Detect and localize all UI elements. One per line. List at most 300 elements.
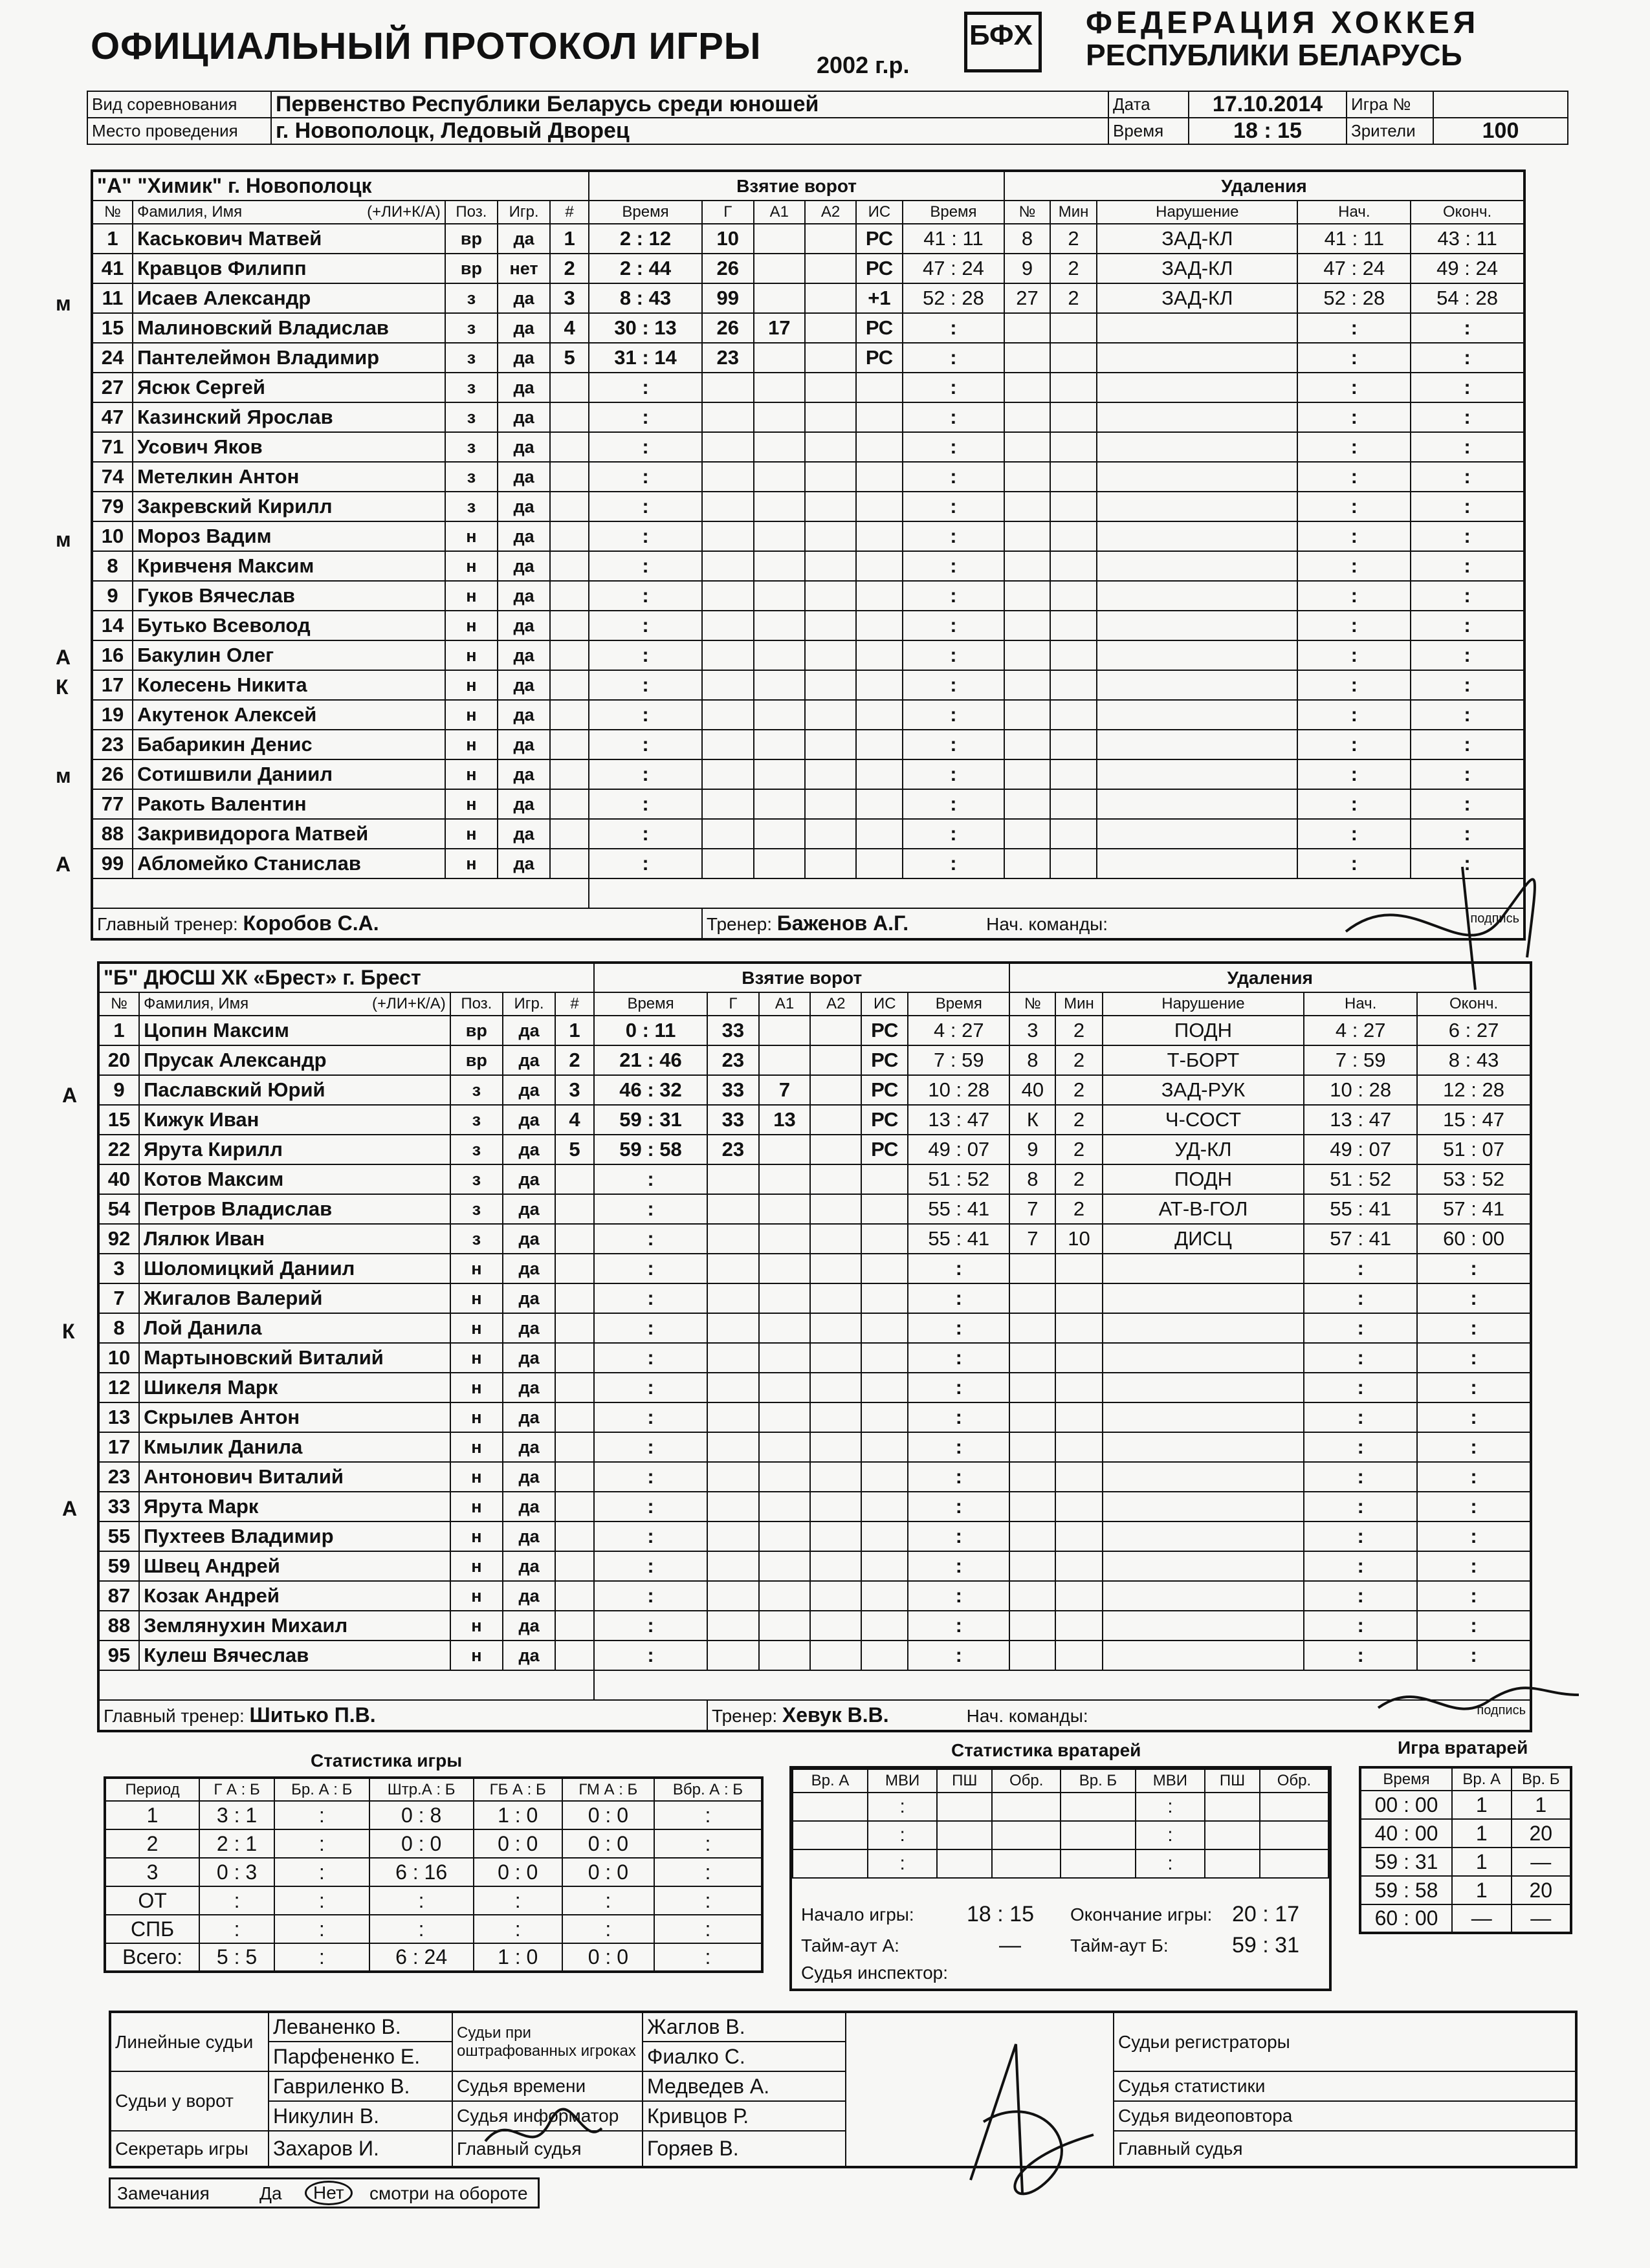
team_b-col-pos-3: Поз. [450, 992, 503, 1016]
penalty-cell: 9 [1009, 1135, 1055, 1164]
player-number: 9 [92, 581, 133, 611]
team_a-penalties-title: Удаления [1004, 171, 1524, 201]
penalty-cell-empty [1009, 1343, 1055, 1373]
penalty-cell-empty: : [1297, 640, 1411, 670]
goal-cell-empty: : [594, 1254, 707, 1283]
player-position: з [450, 1075, 503, 1105]
goal-cell-empty [856, 402, 903, 432]
signature-chief [945, 2038, 1113, 2206]
role-marker: А [56, 852, 71, 876]
penalty-cell-empty: : [1411, 492, 1524, 521]
goal-cell: 10 [702, 224, 754, 254]
team_a-col-no-0: № [92, 201, 133, 224]
goal-cell-empty [810, 1581, 861, 1611]
goal-cell-empty [707, 1611, 759, 1641]
penalty-cell-empty [1055, 1581, 1102, 1611]
player-number: 95 [98, 1641, 139, 1670]
team_b-col-name-text: Фамилия, Имя [144, 995, 249, 1012]
goal-cell-empty [702, 551, 754, 581]
penalty-cell-empty [1103, 1283, 1304, 1313]
goal-cell-empty [702, 373, 754, 402]
goal-cell-empty [550, 730, 589, 759]
goal-cell-empty: : [589, 373, 702, 402]
goal-cell-empty [550, 700, 589, 730]
goal-cell-empty [550, 819, 589, 849]
goal-cell [759, 1016, 811, 1045]
logo-text: БФХ [969, 19, 1033, 51]
goal-cell-empty [856, 759, 903, 789]
goal-cell-empty: : [594, 1432, 707, 1462]
player-number: 9 [98, 1075, 139, 1105]
line-judge-2: Парфененко Е. [269, 2042, 452, 2071]
penalty-cell: 43 : 11 [1411, 224, 1524, 254]
goalie-stat-cell [937, 1849, 992, 1878]
line-judges-label: Линейные судьи [110, 2012, 269, 2071]
player-name: Акутенок Алексей [133, 700, 445, 730]
goal-cell-empty [550, 759, 589, 789]
goal-cell-empty [550, 521, 589, 551]
penalty-cell: 2 [1055, 1135, 1102, 1164]
player-name: Гуков Вячеслав [133, 581, 445, 611]
goal-cell-empty [550, 551, 589, 581]
stat-cell: 00 : 00 [1360, 1791, 1452, 1819]
penalty-cell-empty [1097, 640, 1297, 670]
penalty-cell-empty [1055, 1462, 1102, 1492]
penalty-cell: 53 : 52 [1417, 1164, 1531, 1194]
goalie-stat-cell [1205, 1821, 1260, 1849]
goal-cell-empty [810, 1641, 861, 1670]
player-position: н [450, 1462, 503, 1492]
goal-cell-empty [861, 1462, 908, 1492]
goal-cell: 59 : 31 [594, 1105, 707, 1135]
penalty-cell-empty: : [1411, 611, 1524, 640]
penalty-cell: 47 : 24 [1297, 254, 1411, 283]
player-number: 22 [98, 1135, 139, 1164]
goal-cell [759, 1045, 811, 1075]
penalty-cell: 15 : 47 [1417, 1105, 1531, 1135]
goal-cell-empty: : [594, 1402, 707, 1432]
stat-cell: 1 [1452, 1876, 1512, 1904]
player-name: Бакулин Олег [133, 640, 445, 670]
goalie-stats-box [789, 1766, 1332, 1991]
col-header: ПШ [1205, 1769, 1260, 1793]
goal-cell-empty [856, 640, 903, 670]
team_a-team-name: "А" "Химик" г. Новополоцк [92, 171, 589, 201]
remarks-note: смотри на обороте [369, 2183, 528, 2203]
signature-a [1333, 841, 1566, 996]
stat-cell: Всего: [105, 1943, 199, 1972]
player-row [92, 819, 1524, 849]
penalty-cell-empty [1004, 521, 1050, 551]
player-row [92, 730, 1524, 759]
stat-cell: 20 [1512, 1819, 1571, 1848]
secretary-value: Захаров И. [269, 2131, 452, 2167]
team_b-col-li: (+ЛИ+К/А) [372, 995, 446, 1012]
stat-cell: : [274, 1915, 369, 1943]
goal-cell [805, 254, 856, 283]
goal-cell-empty [702, 492, 754, 521]
penalty-cell-empty [1009, 1611, 1055, 1641]
goal-cell-empty [810, 1611, 861, 1641]
penalty-cell-empty [1050, 343, 1097, 373]
goal-cell-empty: : [589, 551, 702, 581]
goal-cell-empty [754, 849, 806, 878]
penalty-cell-empty [1103, 1343, 1304, 1373]
goal-cell: РС [856, 224, 903, 254]
stat-cell: : [274, 1943, 369, 1972]
goal-cell-empty [856, 730, 903, 759]
penalty-cell-empty [1009, 1313, 1055, 1343]
penalty-cell-empty [1103, 1373, 1304, 1402]
goal-cell-empty [707, 1402, 759, 1432]
player-name: Бутько Всеволод [133, 611, 445, 640]
goal-cell [754, 254, 806, 283]
player-number: 99 [92, 849, 133, 878]
goal-cell: 33 [707, 1016, 759, 1045]
goal-cell-empty [861, 1432, 908, 1462]
penalty-cell: 57 : 41 [1417, 1194, 1531, 1224]
col-header: Бр. А : Б [274, 1778, 369, 1801]
col-header: Время [1360, 1767, 1452, 1791]
penalty-cell-empty: : [1304, 1283, 1417, 1313]
penalty-cell-empty [1050, 462, 1097, 492]
player-number: 59 [98, 1551, 139, 1581]
player-row [98, 1194, 1531, 1224]
goal-cell-empty [759, 1521, 811, 1551]
goal-cell-empty [550, 581, 589, 611]
goal-cell-empty: : [589, 492, 702, 521]
player-position: н [445, 581, 498, 611]
player-number: 27 [92, 373, 133, 402]
goal-cell-empty [805, 521, 856, 551]
goal-cell-empty [810, 1194, 861, 1224]
goal-cell-empty [759, 1283, 811, 1313]
player-row [98, 1254, 1531, 1283]
goal-cell-empty [759, 1581, 811, 1611]
penalty-cell-empty [1103, 1402, 1304, 1432]
goal-cell-empty [555, 1521, 594, 1551]
penalty-cell-empty [1009, 1492, 1055, 1521]
penalty-cell-empty: : [1297, 789, 1411, 819]
player-position: з [445, 492, 498, 521]
timeout-b-label: Тайм-аут Б: [1070, 1935, 1169, 1956]
stat-cell: 1 [1452, 1791, 1512, 1819]
penalty-cell-empty [1103, 1611, 1304, 1641]
player-number: 10 [92, 521, 133, 551]
goal-cell: 59 : 58 [594, 1135, 707, 1164]
head-coach-label: Главный тренер: [104, 1706, 245, 1726]
player-played: да [503, 1641, 555, 1670]
player-number: 20 [98, 1045, 139, 1075]
goalie-stat-cell [1061, 1821, 1136, 1849]
penalty-cell: 7 [1009, 1194, 1055, 1224]
goal-cell-empty [759, 1492, 811, 1521]
goalie-stat-cell [1260, 1793, 1328, 1821]
penalty-cell-empty: : [908, 1611, 1009, 1641]
goal-cell-empty [702, 462, 754, 492]
goal-cell-empty [856, 670, 903, 700]
player-number: 26 [92, 759, 133, 789]
team-chief-label: Нач. команды: [986, 914, 1108, 934]
main-judge-label: Главный судья [1114, 2131, 1576, 2167]
goal-cell-empty [805, 640, 856, 670]
goal-cell-empty: : [589, 521, 702, 551]
goal-cell-empty: : [594, 1462, 707, 1492]
stat-cell: 20 [1512, 1876, 1571, 1904]
player-number: 87 [98, 1581, 139, 1611]
penalty-cell-empty [1050, 521, 1097, 551]
penalty-cell-empty: : [1297, 551, 1411, 581]
goal-cell-empty [861, 1194, 908, 1224]
penalty-cell-empty: : [1297, 730, 1411, 759]
federation-name-1: ФЕДЕРАЦИЯ ХОККЕЯ [1086, 6, 1480, 40]
goal-cell-empty [702, 640, 754, 670]
player-name: Сотишвили Даниил [133, 759, 445, 789]
player-played: да [498, 849, 550, 878]
goal-cell-empty [754, 789, 806, 819]
goalie-stat-cell [1061, 1849, 1136, 1878]
penalty-cell: 55 : 41 [1304, 1194, 1417, 1224]
goal-cell-empty [856, 432, 903, 462]
goal-cell: 26 [702, 313, 754, 343]
player-number: 3 [98, 1254, 139, 1283]
goal-cell: 5 [555, 1135, 594, 1164]
penalty-cell-empty [1097, 730, 1297, 759]
team_a-spacer [92, 878, 589, 908]
penalty-cell-empty: : [903, 492, 1004, 521]
goalie-stat-cell [992, 1793, 1061, 1821]
player-played: да [503, 1164, 555, 1194]
stat-cell: 6 : 16 [369, 1858, 474, 1886]
player-row [92, 283, 1524, 313]
stat-cell: : [199, 1886, 274, 1915]
goal-cell-empty [856, 521, 903, 551]
penalty-cell-empty: : [1297, 343, 1411, 373]
head-coach-value: Коробов С.А. [243, 911, 379, 935]
role-marker: А [62, 1496, 78, 1520]
team_b-col-min-13: Мин [1055, 992, 1102, 1016]
goal-cell-empty [550, 462, 589, 492]
player-number: 92 [98, 1224, 139, 1254]
goal-cell-empty [805, 611, 856, 640]
stat-cell: 0 : 0 [474, 1829, 562, 1858]
goalie-stat-cell [937, 1793, 992, 1821]
penalty-cell: 57 : 41 [1304, 1224, 1417, 1254]
informer-value: Кривцов Р. [643, 2101, 846, 2131]
goal-cell-empty: : [589, 700, 702, 730]
penalty-cell-empty: : [903, 551, 1004, 581]
goal-cell [805, 283, 856, 313]
goal-cell-empty [810, 1343, 861, 1373]
penalty-cell-empty: : [1297, 700, 1411, 730]
penalty-cell-empty [1103, 1581, 1304, 1611]
player-row [92, 849, 1524, 878]
role-marker: К [62, 1320, 75, 1343]
penalty-cell-empty [1055, 1611, 1102, 1641]
goal-cell-empty [702, 670, 754, 700]
player-position: н [450, 1551, 503, 1581]
goal-cell: 1 [550, 224, 589, 254]
coach-label: Тренер: [706, 914, 772, 934]
player-row [92, 492, 1524, 521]
goal-cell-empty [702, 432, 754, 462]
player-played: да [503, 1611, 555, 1641]
penalty-cell-empty [1004, 789, 1050, 819]
goal-cell-empty: : [594, 1521, 707, 1551]
player-played: да [503, 1075, 555, 1105]
player-played: да [498, 730, 550, 759]
goal-cell-empty [555, 1343, 594, 1373]
penalty-cell-empty [1004, 670, 1050, 700]
player-played: да [498, 700, 550, 730]
goal-cell-empty: : [589, 670, 702, 700]
goal-cell-empty [550, 670, 589, 700]
goal-cell-empty [861, 1224, 908, 1254]
player-name: Паславский Юрий [139, 1075, 450, 1105]
team-b-section [97, 961, 1526, 1732]
penalty-cell: ДИСЦ [1103, 1224, 1304, 1254]
goal-cell-empty [856, 789, 903, 819]
team_a-col-name-text: Фамилия, Имя [137, 203, 243, 221]
team_b-col-time-6: Время [594, 992, 707, 1016]
goal-cell: 2 : 44 [589, 254, 702, 283]
penalty-cell: 10 : 28 [1304, 1075, 1417, 1105]
goal-cell-empty [759, 1641, 811, 1670]
penalty-cell-empty: : [1411, 551, 1524, 581]
penalty-cell: 51 : 52 [908, 1164, 1009, 1194]
penalty-cell-empty [1004, 730, 1050, 759]
goal-cell-empty: : [589, 759, 702, 789]
stat-cell: : [474, 1886, 562, 1915]
stat-cell: 6 : 24 [369, 1943, 474, 1972]
penalty-cell-empty [1097, 492, 1297, 521]
player-number: 13 [98, 1402, 139, 1432]
goal-cell-empty: : [594, 1283, 707, 1313]
col-header: ПШ [937, 1769, 992, 1793]
goal-cell-empty: : [594, 1313, 707, 1343]
stat-cell: : [274, 1801, 369, 1829]
penalty-cell: Т-БОРТ [1103, 1045, 1304, 1075]
goal-cell-empty [707, 1343, 759, 1373]
goal-cell-empty [861, 1641, 908, 1670]
penalty-cell-empty [1009, 1283, 1055, 1313]
date-value: 17.10.2014 [1189, 91, 1347, 118]
team_b-col-play-4: Игр. [503, 992, 555, 1016]
col-header: Обр. [992, 1769, 1061, 1793]
player-name: Кижук Иван [139, 1105, 450, 1135]
penalty-cell: 60 : 00 [1417, 1224, 1531, 1254]
player-row [98, 1105, 1531, 1135]
goal-cell [754, 343, 806, 373]
goal-cell-empty [702, 819, 754, 849]
penalty-cell-empty [1097, 521, 1297, 551]
timekeeper-value: Медведев А. [643, 2071, 846, 2101]
team_a-col-time-11: Время [903, 201, 1004, 224]
penalty-cell-empty: : [1411, 462, 1524, 492]
penalty-cell: 51 : 52 [1304, 1164, 1417, 1194]
goal-cell-empty: : [594, 1194, 707, 1224]
team_a-col-no-12: № [1004, 201, 1050, 224]
goal-cell: 31 : 14 [589, 343, 702, 373]
team_a-col-play-4: Игр. [498, 201, 550, 224]
game-end-label: Окончание игры: [1070, 1904, 1213, 1925]
penalty-cell-empty [1004, 611, 1050, 640]
goalie-stat-cell [793, 1849, 868, 1878]
goal-cell-empty: : [589, 462, 702, 492]
penalty-cell-empty: : [903, 462, 1004, 492]
penalty-cell-empty: : [1304, 1611, 1417, 1641]
stat-cell: 0 : 3 [199, 1858, 274, 1886]
player-name: Ясюк Сергей [133, 373, 445, 402]
goal-cell-empty: : [594, 1551, 707, 1581]
date-label: Дата [1108, 91, 1189, 118]
goal-cell-empty [754, 521, 806, 551]
penalty-cell-empty [1004, 849, 1050, 878]
player-number: 40 [98, 1164, 139, 1194]
player-row [92, 700, 1524, 730]
team_b-col-a2-9: А2 [810, 992, 861, 1016]
goal-cell: 7 [759, 1075, 811, 1105]
penalty-cell-empty: : [903, 432, 1004, 462]
goal-cell-empty [707, 1164, 759, 1194]
player-row [98, 1343, 1531, 1373]
goal-cell-empty: : [589, 581, 702, 611]
penalty-cell-empty [1055, 1313, 1102, 1343]
player-played: да [498, 373, 550, 402]
goal-cell-empty [861, 1313, 908, 1343]
goal-cell-empty [555, 1551, 594, 1581]
goal-cell-empty: : [589, 402, 702, 432]
penalty-cell-empty [1050, 492, 1097, 521]
player-played: да [503, 1045, 555, 1075]
penalty-cell-empty: : [1304, 1551, 1417, 1581]
penalty-cell-empty: : [903, 700, 1004, 730]
goal-cell-empty [810, 1462, 861, 1492]
goal-cell [805, 313, 856, 343]
team_a-col-min-13: Мин [1050, 201, 1097, 224]
penalty-cell-empty [1055, 1551, 1102, 1581]
goal-cell: РС [856, 313, 903, 343]
player-number: 77 [92, 789, 133, 819]
player-name: Антонович Виталий [139, 1462, 450, 1492]
team_a-col-name [133, 201, 445, 224]
team_b-col-infraction-14: Нарушение [1103, 992, 1304, 1016]
goal-cell: 2 : 12 [589, 224, 702, 254]
player-played: да [503, 1343, 555, 1373]
team_b-col-a1-8: А1 [759, 992, 811, 1016]
goal-cell-empty [861, 1283, 908, 1313]
player-position: н [450, 1373, 503, 1402]
goal-cell-empty [707, 1551, 759, 1581]
goal-cell-empty [856, 819, 903, 849]
player-name: Пухтеев Владимир [139, 1521, 450, 1551]
player-row [92, 224, 1524, 254]
penalty-cell-empty: : [903, 670, 1004, 700]
penalty-cell-empty: : [1411, 373, 1524, 402]
penalty-cell-empty: : [1304, 1462, 1417, 1492]
stat-cell: 1 [105, 1801, 199, 1829]
player-number: 24 [92, 343, 133, 373]
player-row [98, 1641, 1531, 1670]
player-name: Бабарикин Денис [133, 730, 445, 759]
penalty-cell-empty: : [1417, 1462, 1531, 1492]
signature-label: подпись [1477, 1703, 1526, 1717]
penalty-cell-empty: : [1297, 849, 1411, 878]
goal-cell-empty [707, 1224, 759, 1254]
col-header: Обр. [1260, 1769, 1328, 1793]
penalty-cell-empty [1050, 373, 1097, 402]
goal-cell: 33 [707, 1075, 759, 1105]
